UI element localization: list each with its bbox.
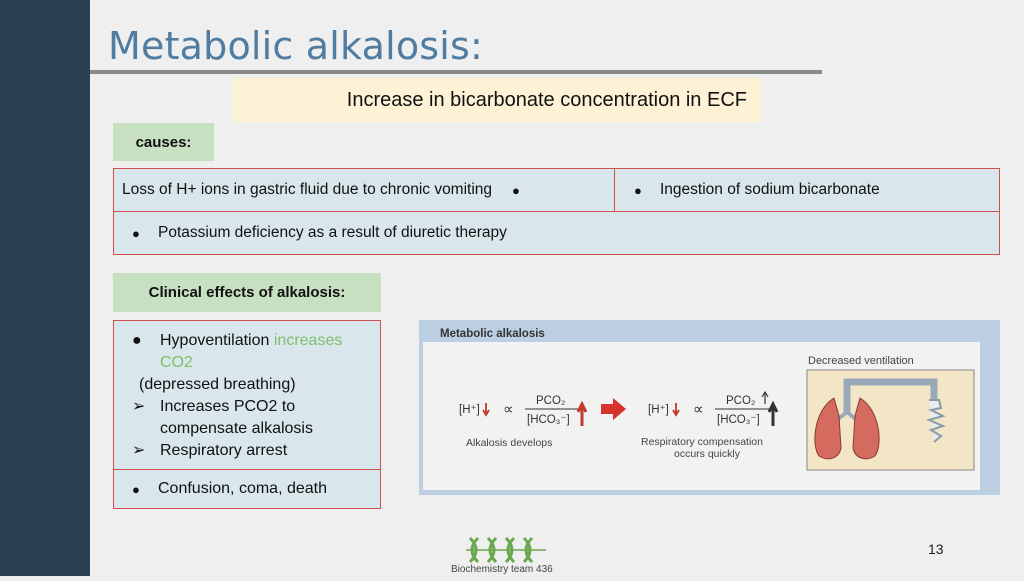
resp-comp-text: Respiratory compensation [641, 436, 763, 448]
causes-row [114, 169, 999, 212]
proportional-symbol: ∝ [503, 401, 514, 418]
effect-text: Confusion, coma, death [158, 480, 327, 497]
title-underline [90, 70, 822, 74]
clinical-label-text: Clinical effects of alkalosis: [148, 284, 346, 301]
hco3-label: [HCO₃⁻] [717, 414, 760, 426]
hypoventilation-text: Hypoventilation [160, 332, 270, 349]
causes-label-text: causes: [135, 133, 192, 151]
arrow-bullet-icon: ➢ [132, 398, 146, 415]
effects-list [114, 321, 380, 470]
clinical-effects-label [113, 273, 381, 312]
effect-text: Increases PCO2 to [160, 398, 296, 415]
bullet-icon: ● [132, 225, 140, 241]
effect-text [160, 330, 342, 352]
h-label: [H⁺] [648, 404, 669, 416]
clinical-effects-box [113, 320, 381, 509]
figure-title: Metabolic alkalosis [440, 328, 545, 340]
cause-item [114, 212, 999, 254]
alkalosis-develops-text: Alkalosis develops [466, 437, 553, 449]
arrow-bullet-icon: ➢ [132, 442, 146, 459]
resp-comp-text: occurs quickly [674, 448, 740, 460]
effect-item [114, 470, 380, 508]
causes-label [113, 123, 214, 161]
causes-table [113, 168, 1000, 255]
cause-text: Potassium deficiency as a result of diuretic therapy [158, 224, 507, 241]
subtitle-box [233, 78, 761, 122]
cause-item [114, 169, 615, 211]
cause-text: Loss of H+ ions in gastric fluid due to chronic vomiting [122, 181, 493, 198]
pco2-label: PCO₂ [726, 395, 756, 407]
cause-item [616, 169, 999, 211]
sidebar-decoration [0, 0, 90, 576]
page-number: 13 [928, 541, 944, 557]
page-title: Metabolic alkalosis: [108, 24, 484, 68]
proportional-symbol: ∝ [693, 401, 704, 418]
effect-text: compensate alkalosis [160, 420, 313, 437]
effect-text: (depressed breathing) [139, 376, 296, 393]
decreased-ventilation-text: Decreased ventilation [808, 355, 914, 367]
pco2-label: PCO₂ [536, 395, 566, 407]
effect-text: Respiratory arrest [160, 442, 288, 459]
subtitle-text: Increase in bicarbonate concentration in ECF [346, 88, 747, 111]
bullet-icon: ● [132, 332, 142, 349]
highlight-co2: CO2 [160, 354, 193, 371]
team-logo [448, 534, 566, 576]
highlight-increases: increases [273, 332, 343, 349]
cause-text: Ingestion of sodium bicarbonate [660, 181, 880, 198]
hco3-label: [HCO₃⁻] [527, 414, 570, 426]
alkalosis-figure [419, 320, 1000, 495]
bullet-icon: ● [634, 182, 642, 198]
bullet-icon: ● [512, 182, 520, 198]
bullet-icon: ● [132, 481, 140, 497]
logo-text: Biochemistry team 436 [451, 564, 553, 575]
h-label: [H⁺] [459, 404, 480, 416]
